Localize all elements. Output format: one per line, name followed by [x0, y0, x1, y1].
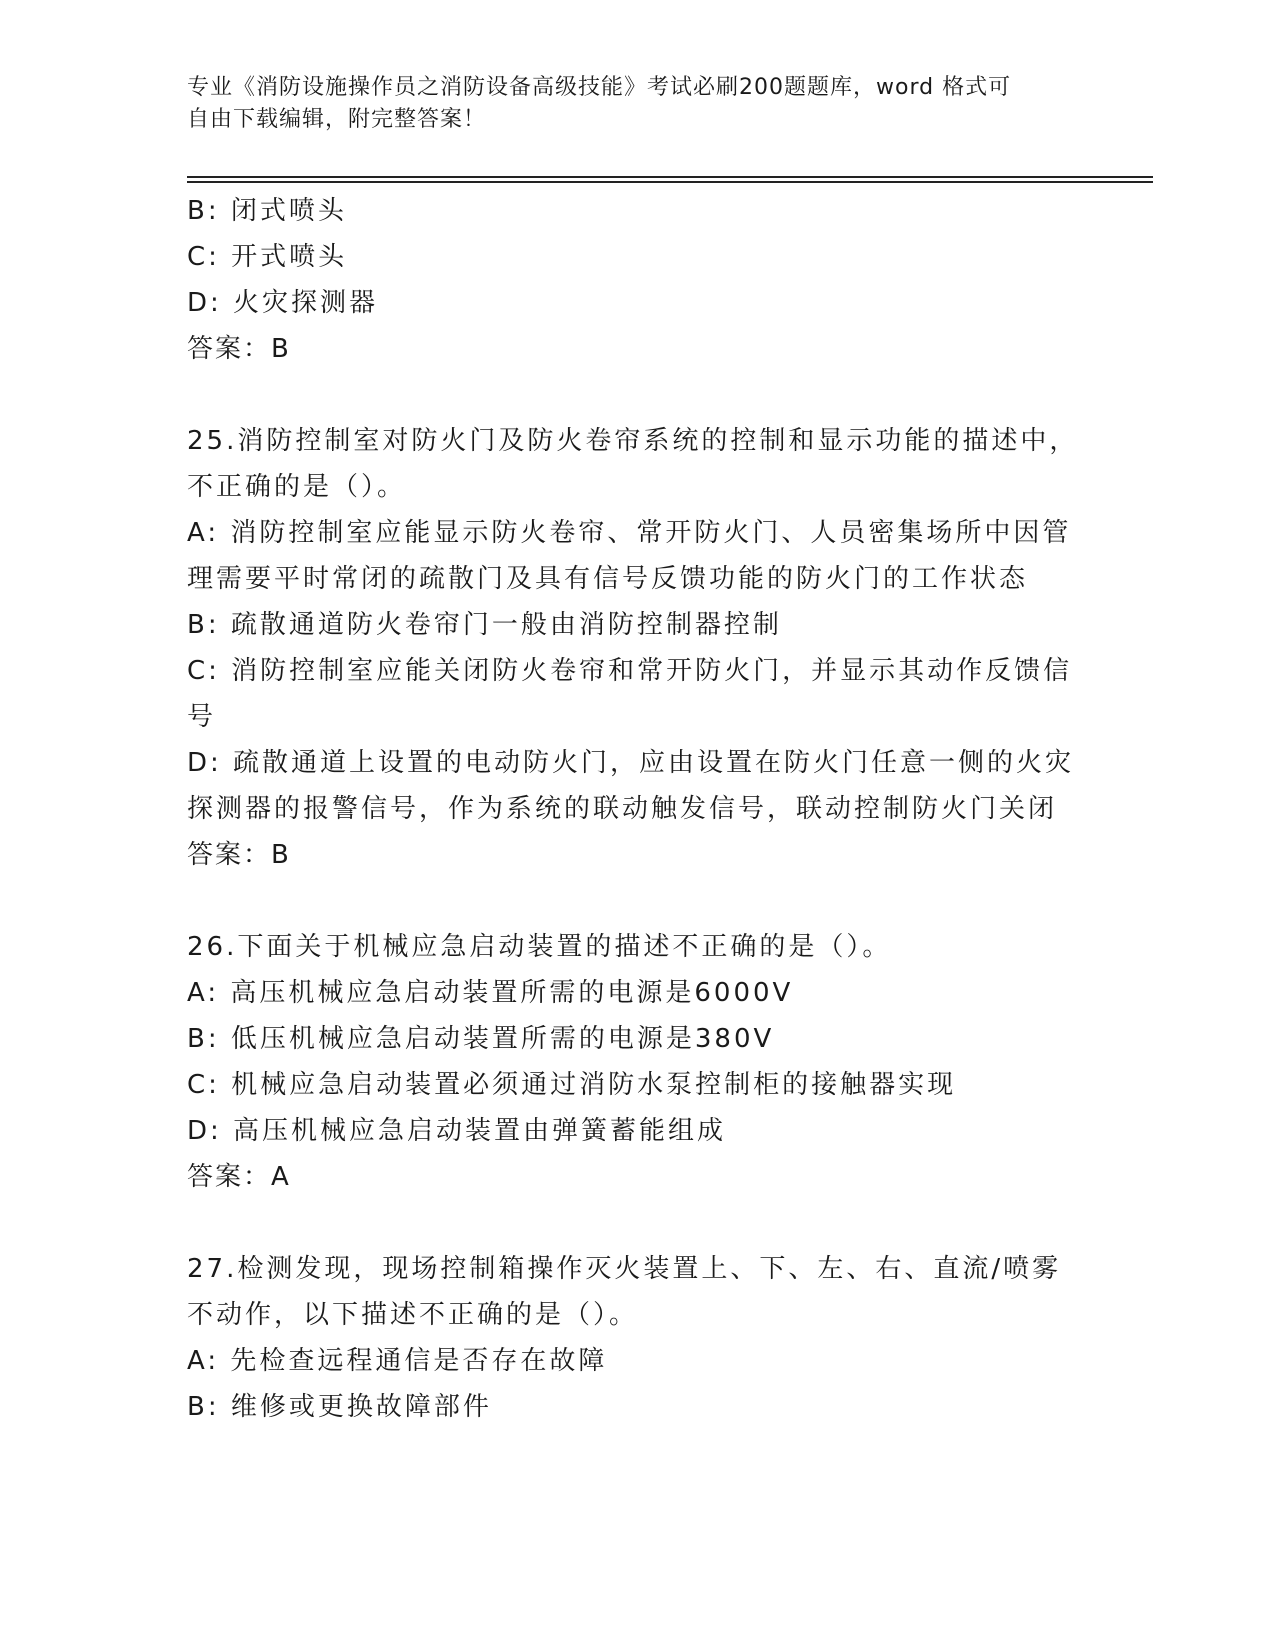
- option-b: B: 维修或更换故障部件: [187, 1392, 492, 1422]
- question-stem-cont: 不动作，以下描述不正确的是（）。: [187, 1300, 639, 1330]
- option-d-cont: 探测器的报警信号，作为系统的联动触发信号，联动控制防火门关闭: [187, 794, 1058, 824]
- option-c: C: 消防控制室应能关闭防火卷帘和常开防火门，并显示其动作反馈信: [187, 656, 1073, 686]
- spacer: [187, 372, 1087, 418]
- question-26: [187, 924, 1087, 1200]
- option-b: B: 闭式喷头: [187, 196, 347, 226]
- option-a: A: 高压机械应急启动装置所需的电源是6000V: [187, 978, 794, 1008]
- option-b: B: 低压机械应急启动装置所需的电源是380V: [187, 1024, 775, 1054]
- question-stem-cont: 不正确的是（）。: [187, 472, 407, 502]
- answer: 答案：A: [187, 1162, 291, 1192]
- option-a: A: 消防控制室应能显示防火卷帘、常开防火门、人员密集场所中因管: [187, 518, 1072, 548]
- answer: 答案：B: [187, 334, 291, 364]
- option-a-cont: 理需要平时常闭的疏散门及具有信号反馈功能的防火门的工作状态: [187, 564, 1029, 594]
- option-a: A: 先检查远程通信是否存在故障: [187, 1346, 608, 1376]
- question-24-tail: [187, 188, 1087, 372]
- question-list: [187, 188, 1087, 1430]
- question-stem: 26.下面关于机械应急启动装置的描述不正确的是（）。: [187, 932, 892, 962]
- document-header: [187, 72, 1067, 136]
- header-line-1: 专业《消防设施操作员之消防设备高级技能》考试必刷200题题库，word 格式可: [187, 75, 1012, 100]
- header-divider-top: [187, 176, 1153, 178]
- option-d: D: 火灾探测器: [187, 288, 379, 318]
- answer: 答案：B: [187, 840, 291, 870]
- option-b: B: 疏散通道防火卷帘门一般由消防控制器控制: [187, 610, 782, 640]
- option-d: D: 疏散通道上设置的电动防火门，应由设置在防火门任意一侧的火灾: [187, 748, 1075, 778]
- question-stem: 27.检测发现，现场控制箱操作灭火装置上、下、左、右、直流/喷雾: [187, 1254, 1062, 1284]
- header-line-2: 自由下载编辑，附完整答案！: [187, 107, 487, 132]
- question-25: [187, 418, 1087, 878]
- header-divider-bottom: [187, 181, 1153, 183]
- option-c: C: 开式喷头: [187, 242, 348, 272]
- option-c-cont: 号: [187, 702, 217, 732]
- question-stem: 25.消防控制室对防火门及防火卷帘系统的控制和显示功能的描述中，: [187, 426, 1079, 456]
- option-c: C: 机械应急启动装置必须通过消防水泵控制柜的接触器实现: [187, 1070, 957, 1100]
- question-27: [187, 1246, 1087, 1430]
- spacer: [187, 878, 1087, 924]
- option-d: D: 高压机械应急启动装置由弹簧蓄能组成: [187, 1116, 727, 1146]
- spacer: [187, 1200, 1087, 1246]
